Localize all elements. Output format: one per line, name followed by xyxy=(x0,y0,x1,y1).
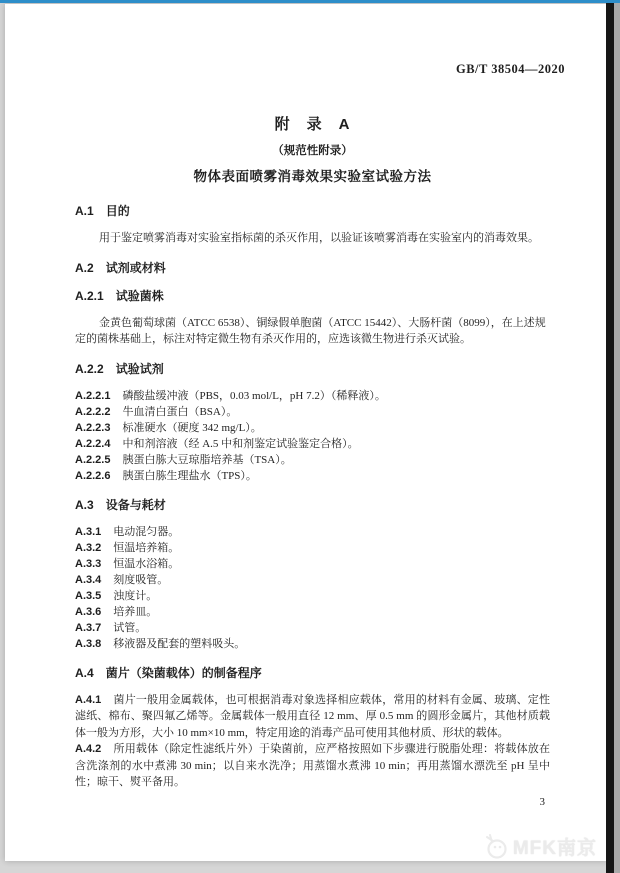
appendix-subtitle: （规范性附录） xyxy=(272,145,353,157)
numbered-paragraph xyxy=(75,741,550,791)
watermark xyxy=(484,833,597,860)
clause-item xyxy=(75,524,550,540)
scan-right-margin xyxy=(614,0,620,873)
clause-item-text: 试管。 xyxy=(113,621,147,634)
clause-item-text: 刻度吸管。 xyxy=(113,573,169,586)
clause-item-text: 磷酸盐缓冲液（PBS，0.03 mol/L，pH 7.2）（稀释液）。 xyxy=(122,389,386,402)
clause-number: A.2 xyxy=(75,260,94,275)
clause-number: A.3.8 xyxy=(75,637,102,650)
standard-code: GB/T 38504—2020 xyxy=(455,62,565,76)
clause-number: A.3.7 xyxy=(75,621,102,634)
clause-number: A.3.1 xyxy=(75,525,102,538)
clause-item xyxy=(75,620,550,636)
numbered-paragraph-text: 所用载体（除定性滤纸片外）于染菌前，应严格按照如下步骤进行脱脂处理：将载体放在含洗涤剂的水中煮沸 30 min；以自来水洗净；用蒸馏水煮沸 10 min；再用蒸馏水漂洗至 pH 呈中性；晾干、熨平备用。 xyxy=(75,743,550,788)
scan-top-edge-line xyxy=(0,0,620,3)
clause-item xyxy=(75,436,550,452)
clause-number: A.4 xyxy=(75,665,94,680)
clause-item-text: 浊度计。 xyxy=(113,589,158,602)
clause-number: A.4.1 xyxy=(75,693,102,706)
clause-heading xyxy=(75,290,550,303)
clause-number: A.3.3 xyxy=(75,557,102,570)
clause-item-text: 标准硬水（硬度 342 mg/L）。 xyxy=(122,421,262,434)
clause-title: 设备与耗材 xyxy=(105,497,166,512)
clause-title: 试验试剂 xyxy=(115,361,164,376)
page-number: 3 xyxy=(539,796,545,808)
clause-heading xyxy=(75,667,550,680)
clause-number: A.3.6 xyxy=(75,605,102,618)
clause-item-text: 恒温水浴箱。 xyxy=(113,557,180,570)
clause-number: A.3.4 xyxy=(75,573,102,586)
numbered-paragraph xyxy=(75,692,550,742)
clause-number: A.3.5 xyxy=(75,589,102,602)
paragraph: 用于鉴定喷雾消毒对实验室指标菌的杀灭作用，以验证该喷雾消毒在实验室内的消毒效果。 xyxy=(99,232,539,244)
numbered-paragraph-text: 菌片一般用金属载体，也可根据消毒对象选择相应载体，常用的材料有金属、玻璃、定性滤纸、棉布、聚四氟乙烯等。金属载体一般用直径 12 mm、厚 0.5 mm 的圆形金属片，其他材质载体一般为方形，大小 10 mm×10 mm，特定用途的消毒产品可使用其他材质、形状的载体。 xyxy=(75,693,550,739)
clause-item xyxy=(75,420,550,436)
appendix-title: 附 录 A xyxy=(274,116,351,133)
clause-item-text: 移液器及配套的塑料吸头。 xyxy=(113,637,246,650)
clause-heading xyxy=(75,363,550,376)
clause-item xyxy=(75,588,550,604)
clause-title: 菌片（染菌载体）的制备程序 xyxy=(105,665,262,680)
clause-number: A.3 xyxy=(75,497,94,512)
clause-item-text: 中和剂溶液（经 A.5 中和剂鉴定试验鉴定合格）。 xyxy=(122,437,359,450)
clause-item xyxy=(75,404,550,420)
watermark-text: MFK南京 xyxy=(512,838,597,859)
clause-item xyxy=(75,468,550,484)
clause-item xyxy=(75,388,550,404)
clause-item xyxy=(75,452,550,468)
clause-number: A.4.2 xyxy=(75,743,102,755)
clause-heading xyxy=(75,205,550,218)
clause-number: A.2.1 xyxy=(75,288,104,303)
clause-item xyxy=(75,604,550,620)
clause-number: A.3.2 xyxy=(75,541,102,554)
clause-item-text: 胰蛋白胨生理盐水（TPS）。 xyxy=(122,469,257,482)
clause-number: A.2.2.5 xyxy=(75,453,111,466)
paragraph: 金黄色葡萄球菌（ATCC 6538）、铜绿假单胞菌（ATCC 15442）、大肠杆菌（8099），在上述规定的菌株基础上，标注对特定微生物有杀灭作用的，应选该微生物进行杀灭试验。 xyxy=(75,316,546,345)
clause-item-text: 电动混匀器。 xyxy=(113,525,180,538)
clause-number: A.2.2.3 xyxy=(75,421,111,434)
clause-item-text: 牛血清白蛋白（BSA）。 xyxy=(122,405,238,418)
clause-title: 目的 xyxy=(105,204,130,218)
document-blocks xyxy=(75,205,550,791)
clause-item-text: 恒温培养箱。 xyxy=(113,541,180,554)
clause-item-text: 胰蛋白胨大豆琼脂培养基（TSA）。 xyxy=(122,453,292,466)
clause-title: 试验菌株 xyxy=(115,288,164,303)
clause-heading xyxy=(75,499,550,512)
mfk-logo-icon xyxy=(484,834,508,860)
clause-title: 试剂或材料 xyxy=(105,260,166,275)
clause-number: A.1 xyxy=(75,204,94,218)
clause-number: A.2.2 xyxy=(75,361,104,376)
clause-number: A.2.2.6 xyxy=(75,469,111,482)
clause-item xyxy=(75,540,550,556)
clause-number: A.2.2.2 xyxy=(75,405,111,418)
clause-item xyxy=(75,556,550,572)
clause-item-text: 培养皿。 xyxy=(113,605,158,618)
clause-item xyxy=(75,572,550,588)
document-page xyxy=(5,4,607,861)
scan-right-dark-bar xyxy=(606,2,614,873)
clause-number: A.2.2.1 xyxy=(75,389,111,402)
clause-number: A.2.2.4 xyxy=(75,437,111,450)
appendix-doc-title: 物体表面喷雾消毒效果实验室试验方法 xyxy=(193,169,432,184)
page-content xyxy=(75,4,565,791)
clause-heading xyxy=(75,262,550,275)
clause-item xyxy=(75,636,550,652)
